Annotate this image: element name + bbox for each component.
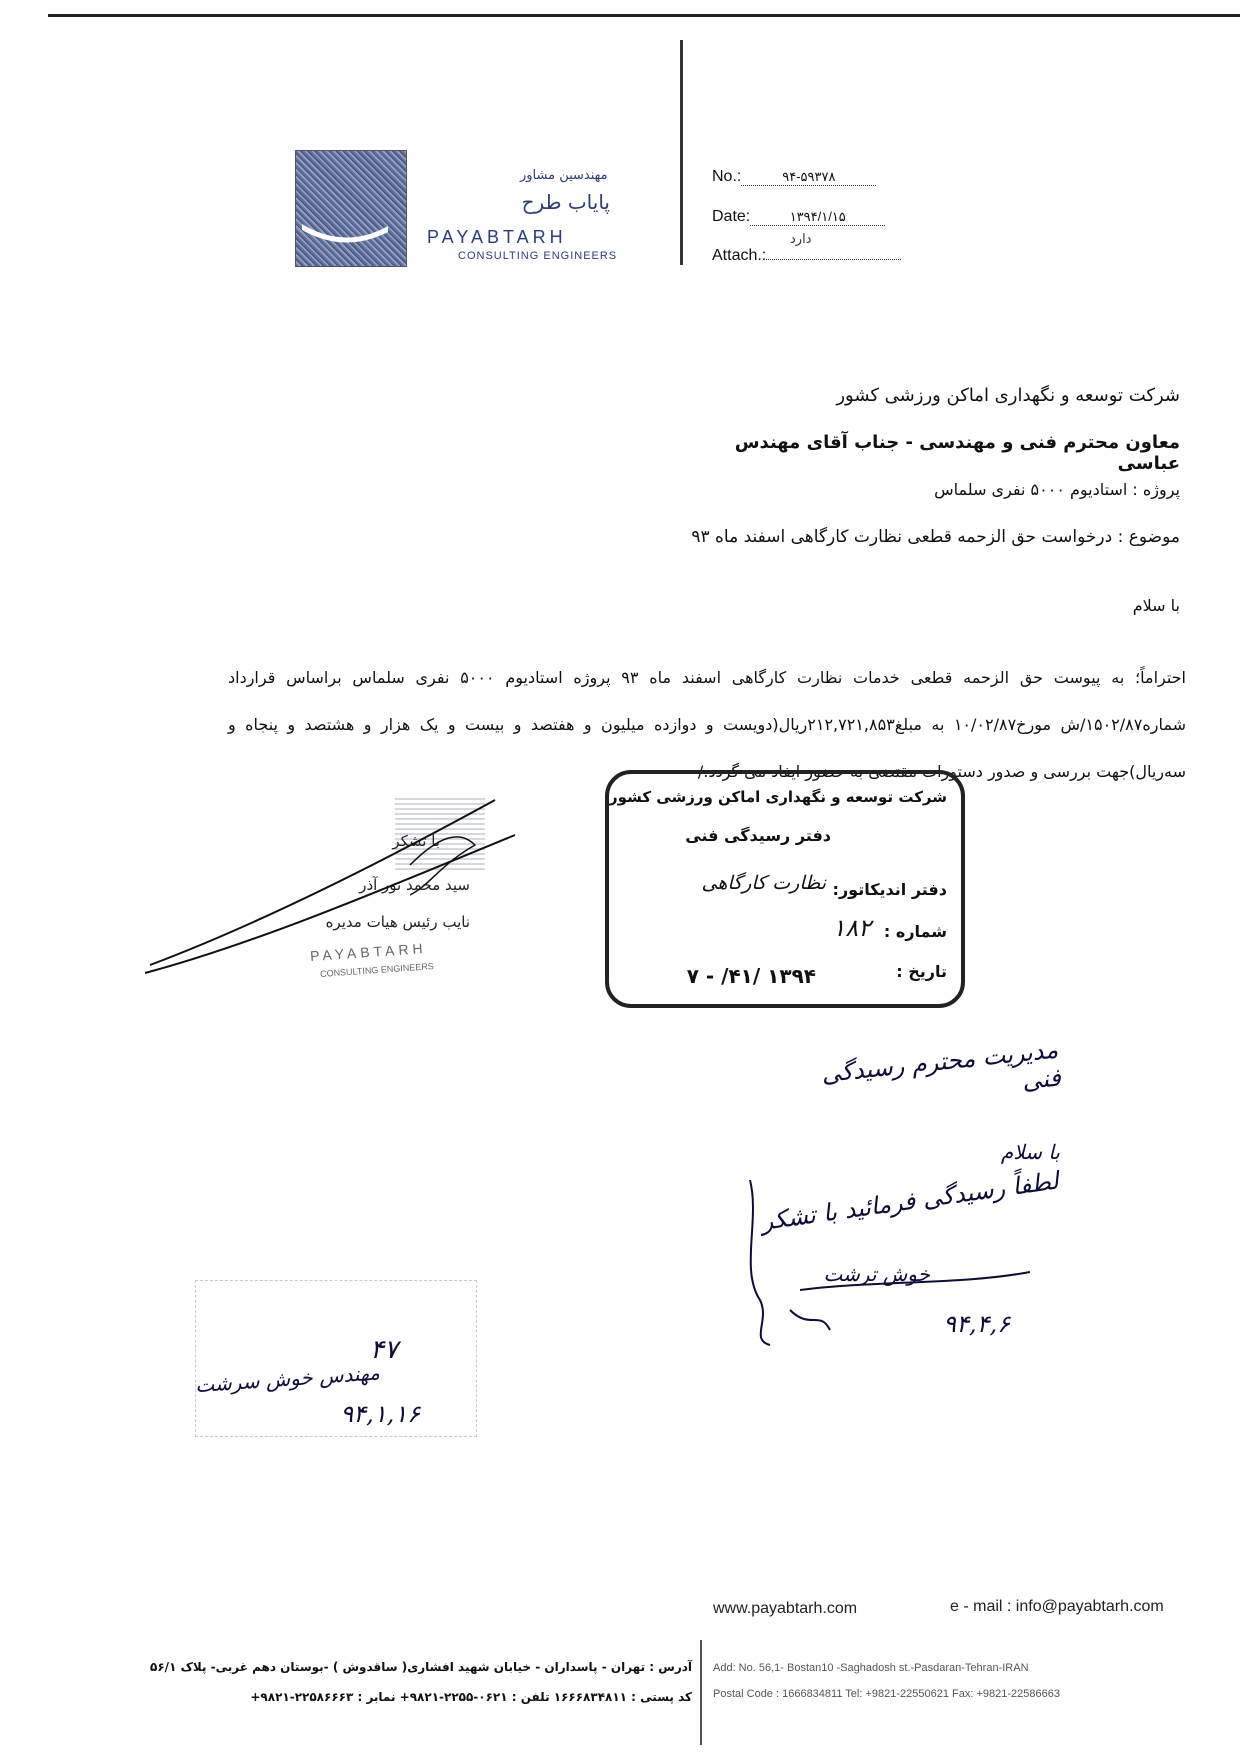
footer-divider <box>700 1640 702 1745</box>
stamp-org: شرکت توسعه و نگهداری اماکن ورزشی کشور <box>609 788 947 806</box>
stamp-indicator-label: دفتر اندیکاتور: <box>832 880 947 899</box>
hand-note-line1: مدیریت محترم رسیدگی فنی <box>820 1035 1063 1096</box>
logo-fa: پایاب طرح <box>521 190 610 214</box>
footer-website[interactable]: www.payabtarh.com <box>713 1600 858 1617</box>
logo-en-sub: CONSULTING ENGINEERS <box>458 250 618 262</box>
project-line: پروژه : استادیوم ۵۰۰۰ نفری سلماس <box>934 480 1180 499</box>
signature-name: سید محمد نور آذر <box>359 876 470 894</box>
hand-note-date: ۹۴,۴,۶ <box>943 1310 1010 1338</box>
ref-attach <box>712 247 901 265</box>
footer-contact-en: Postal Code : 1666834811 Tel: +9821-22550621 Fax: +9821-22586663 <box>713 1688 1060 1700</box>
signature-stamp-en: PAYABTARH <box>309 939 428 965</box>
ref-number-value: ۹۴-۵۹۳۷۸ <box>741 169 876 186</box>
received-stamp <box>605 770 965 1008</box>
left-hand-number: ۴۷ <box>370 1335 398 1365</box>
left-hand-name: مهندس خوش سرشت <box>194 1360 381 1398</box>
stamp-number-value: ۱۸۲ <box>832 914 871 942</box>
footer-address-fa: آدرس : تهران - پاسداران - خیابان شهید افشاری( ساقدوش ) -بوستان دهم غربی- پلاک ۵۶/۱ <box>150 1660 692 1674</box>
letter-body: احتراماً؛ به پیوست حق الزحمه قطعی خدمات نظارت کارگاهی اسفند ماه ۹۳ پروژه استادیوم ۵۰۰۰ نفری سلماس براساس قرارداد شماره۱۵۰۲/۸۷/ش مورخ۱۰/۰۲/۸۷ به مبلغ۲۱۲,۷۲۱,۸۵۳ریال(دویست و دوازده میلیون و هفتصد و بیست و یک هزار و هشتصد و پنجاه و سه‌ریال)جهت بررسی و صدور دستورات مقتضی به حضور ایفاد می گردد./ <box>228 668 1187 781</box>
ref-attach-value <box>766 259 901 260</box>
ref-date-value: ۱۳۹۴/۱/۱۵ <box>750 209 885 226</box>
stamp-number-label: شماره : <box>883 922 947 941</box>
hand-note-line3: لطفاً رسیدگی فرمائید با تشکر <box>759 1166 1061 1236</box>
footer-contact-fa: کد پستی : ۱۶۶۶۸۳۴۸۱۱ تلفن : ۰۶۲۱-۲۲۵۵-۹۸۲۱+ نمابر : ۲۲۵۸۶۶۶۳-۹۸۲۱+ <box>250 1690 692 1704</box>
left-hand-date: ۹۴,۱,۱۶ <box>340 1400 420 1428</box>
subject-line: موضوع : درخواست حق الزحمه قطعی نظارت کارگاهی اسفند ماه ۹۳ <box>691 527 1180 547</box>
hand-note-line4: خوش ترشت <box>823 1262 930 1286</box>
recipient-person: معاون محترم فنی و مهندسی - جناب آقای مهندس عباسی <box>734 432 1180 474</box>
ref-number <box>712 168 876 186</box>
logo-fa-top: مهندسین مشاور <box>520 168 608 183</box>
ref-number-label: No.: <box>712 168 742 185</box>
company-logo-mark <box>295 150 407 267</box>
header-divider <box>680 40 683 265</box>
ref-date <box>712 208 885 226</box>
stamp-date-label: تاریخ : <box>896 962 947 981</box>
logo-en: PAYABTARH <box>427 227 567 247</box>
hand-note-line2: با سلام <box>1000 1140 1060 1164</box>
signature-strokes <box>140 795 520 975</box>
logo-swoosh-icon <box>300 220 390 246</box>
top-rule <box>48 14 1240 17</box>
signature-title: نایب رئیس هیات مدیره <box>325 913 470 931</box>
ref-date-label: Date: <box>712 208 751 225</box>
stamp-indicator-hand: نظارت کارگاهی <box>701 872 826 894</box>
stamp-dept: دفتر رسیدگی فنی <box>685 826 831 845</box>
ref-attach-label: Attach.: <box>712 247 767 264</box>
recipient-org: شرکت توسعه و نگهداری اماکن ورزشی کشور <box>836 385 1180 406</box>
signature-closing: با تشکر <box>392 832 440 850</box>
footer-email[interactable]: e - mail : info@payabtarh.com <box>950 1598 1164 1615</box>
hand-note-signature <box>730 1180 1040 1350</box>
signature-stamp-en-sub: CONSULTING ENGINEERS <box>319 961 435 979</box>
footer-address-en: Add: No. 56,1- Bostan10 -Saghadosh st.-Pasdaran-Tehran-IRAN <box>713 1662 1029 1674</box>
greeting: با سلام <box>1132 596 1180 615</box>
ref-attach-note: دارد <box>790 232 812 247</box>
stamp-date-value: ۱۳۹۴ /۴۱/ - ۷ <box>686 964 816 988</box>
